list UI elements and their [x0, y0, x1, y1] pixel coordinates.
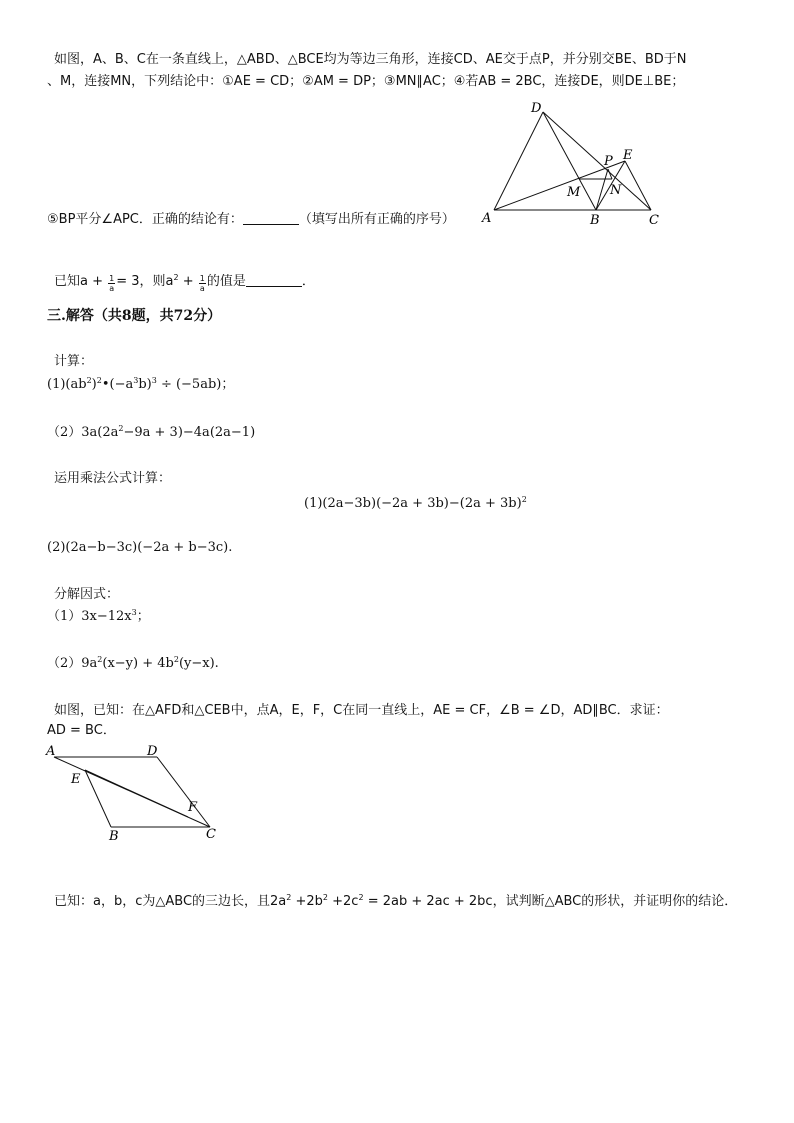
problem-1-statement: ⑤BP平分∠APC．正确的结论有：: [47, 212, 243, 227]
label-M: M: [567, 185, 581, 200]
calc-part-1: $(1)(ab^2)^2•(-a^3b)^3 \div (-5ab)$；: [47, 376, 235, 392]
proof-line-2: AD = BC．: [47, 723, 116, 738]
label-B: B: [590, 213, 600, 228]
label-C: C: [206, 827, 216, 842]
fraction-1-over-a-squared: $\frac{1}{a}$: [199, 274, 205, 293]
proof-line-1: 如图，已知：在△AFD和△CEB中，点A，E，F，C在同一直线上，AE = CF，∠B = ∠D，AD∥BC．求证：: [54, 703, 669, 718]
label-P: P: [604, 154, 613, 169]
problem-1-line-1: 如图，A、B、C在一条直线上，△ABD、△BCE均为等边三角形，连接CD、AE交于点P，并分别交BE、BD于N: [54, 52, 687, 67]
label-D: D: [531, 101, 542, 116]
factor-part-2: $(2)9a^2(x-y) + 4b^2(y-x)$.: [47, 655, 219, 671]
problem-1-line-3: [47, 211, 455, 229]
figure-parallelogram: [40, 740, 230, 846]
label-D: D: [147, 744, 158, 759]
section-title: 三.解答（共8题，共72分）: [47, 308, 222, 324]
label-A: A: [46, 744, 56, 759]
label-E: E: [71, 772, 81, 787]
triangle-problem: 已知：a，b，c为△ABC的三边长，且$2a^2 +2b^2 +2c^2 = 2ab + 2ac + 2bc$，试判断△ABC的形状，并证明你的结论．: [54, 893, 738, 909]
problem-1-line-2: 、M，连接MN，下列结论中：①AE = CD；②AM = DP；③MN∥AC；④若AB = 2BC，连接DE，则DE⊥BE；: [47, 74, 685, 89]
label-N: N: [610, 183, 622, 198]
label-C: C: [649, 213, 659, 228]
factor-label: 分解因式：: [54, 587, 120, 602]
fraction-1-over-a: $\frac{1}{a}$: [109, 274, 115, 293]
formula-label: 运用乘法公式计算：: [54, 471, 172, 486]
problem-1-instruction: （填写出所有正确的序号）: [298, 212, 455, 227]
figure-equilateral-triangles: [480, 100, 670, 230]
label-E: E: [623, 148, 633, 163]
label-A: A: [482, 211, 492, 226]
factor-part-1: $(1)3x-12x^3$；: [47, 608, 150, 624]
calc-label: 计算：: [54, 354, 94, 369]
problem-2: 已知a + $\frac{1}{a}$ = 3，则$a^2$ + $\frac{1}{a}$ 的值是 ．: [54, 273, 315, 293]
label-B: B: [109, 829, 119, 844]
answer-blank[interactable]: [246, 274, 302, 287]
answer-blank[interactable]: [243, 212, 299, 225]
label-F: F: [188, 800, 198, 815]
formula-part-1: $(1)(2a-3b)(-2a + 3b)-(2a + 3b)^2$: [304, 495, 527, 511]
formula-part-2: (2)(2a−b−3c)(−2a + b−3c).: [47, 540, 233, 555]
calc-part-2: $(2)3a(2a^2-9a + 3)-4a(2a-1)$: [47, 424, 256, 440]
